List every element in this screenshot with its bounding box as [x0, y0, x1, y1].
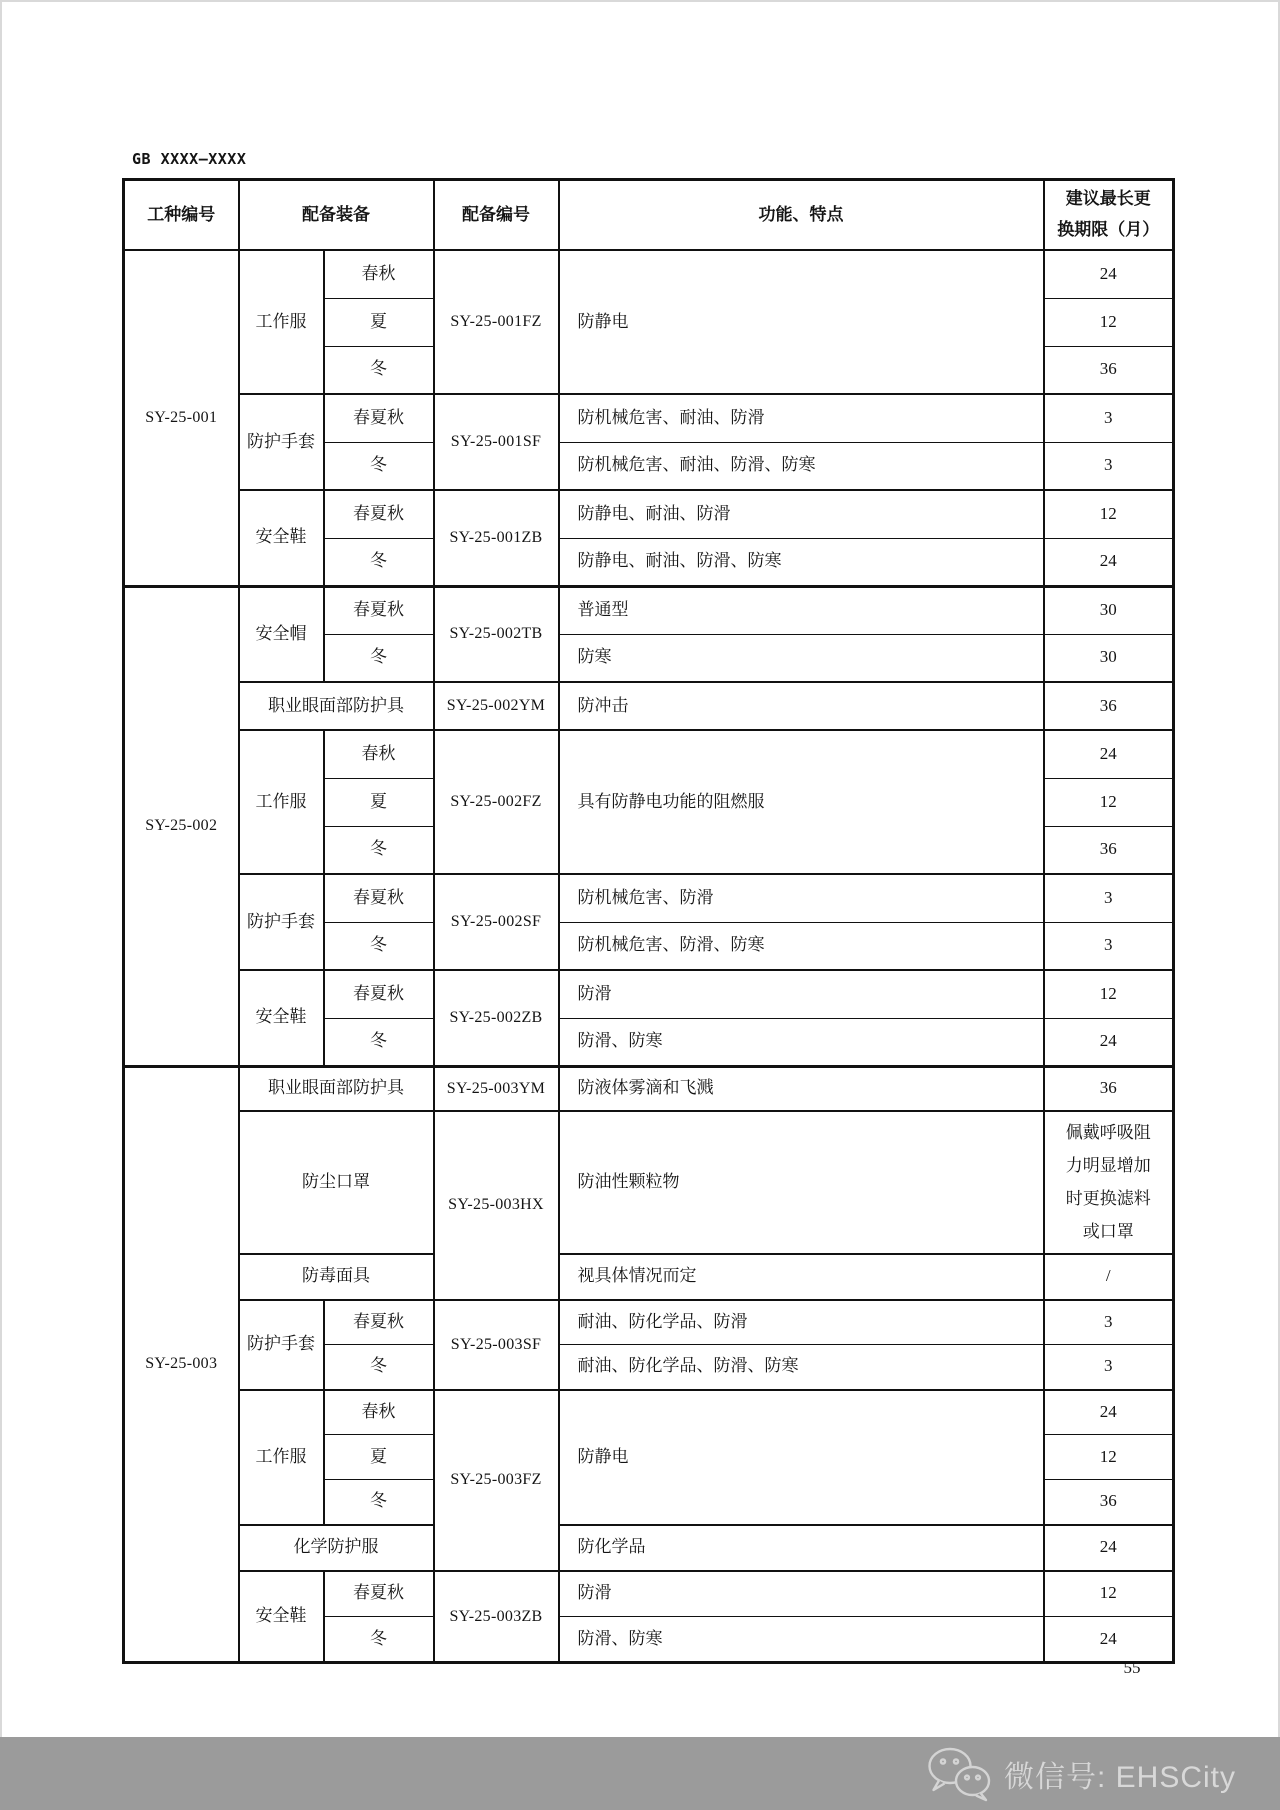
- cell-equip-code: SY-25-002YM: [434, 682, 559, 730]
- table-row: [124, 394, 1174, 442]
- cell-features: 视具体情况而定: [559, 1254, 1044, 1300]
- table-row: [124, 586, 1174, 634]
- wechat-icon: [926, 1746, 992, 1802]
- cell-features: 防静电、耐油、防滑、防寒: [559, 538, 1044, 586]
- cell-equip-code: SY-25-001ZB: [434, 490, 559, 586]
- cell-features: 防机械危害、耐油、防滑、防寒: [559, 442, 1044, 490]
- cell-equip-code: SY-25-003HX: [434, 1111, 559, 1300]
- cell-job-code: SY-25-003: [124, 1066, 239, 1663]
- cell-equipment: 防尘口罩: [239, 1111, 434, 1254]
- cell-period: 3: [1044, 922, 1174, 970]
- table-row: [124, 1066, 1174, 1111]
- cell-equipment: 职业眼面部防护具: [239, 682, 434, 730]
- cell-features: 防冲击: [559, 682, 1044, 730]
- table-row: [124, 1254, 1174, 1300]
- cell-features: 防静电、耐油、防滑: [559, 490, 1044, 538]
- cell-job-code: SY-25-001: [124, 250, 239, 586]
- cell-features: 耐油、防化学品、防滑: [559, 1300, 1044, 1345]
- cell-season: 春夏秋: [324, 394, 434, 442]
- cell-period: 12: [1044, 1435, 1174, 1480]
- cell-equip-code: SY-25-002TB: [434, 586, 559, 682]
- cell-features: 防滑: [559, 970, 1044, 1018]
- cell-season: 夏: [324, 298, 434, 346]
- cell-season: 春秋: [324, 730, 434, 778]
- cell-equip-code: SY-25-003SF: [434, 1300, 559, 1390]
- cell-period: 3: [1044, 394, 1174, 442]
- cell-period: 12: [1044, 490, 1174, 538]
- cell-season: 春秋: [324, 1390, 434, 1435]
- cell-period: 24: [1044, 1525, 1174, 1571]
- table-row: [124, 490, 1174, 538]
- cell-season: 冬: [324, 1345, 434, 1390]
- cell-period: 24: [1044, 1018, 1174, 1066]
- cell-features: 防滑、防寒: [559, 1018, 1044, 1066]
- cell-season: 冬: [324, 1480, 434, 1525]
- cell-features: 防静电: [559, 1390, 1044, 1525]
- header-features: 功能、特点: [559, 180, 1044, 251]
- cell-equipment: 工作服: [239, 730, 324, 874]
- cell-period: 3: [1044, 1345, 1174, 1390]
- cell-period: 24: [1044, 250, 1174, 298]
- cell-features: 防滑、防寒: [559, 1617, 1044, 1663]
- cell-equip-code: SY-25-002ZB: [434, 970, 559, 1066]
- cell-period: 30: [1044, 634, 1174, 682]
- cell-season: 冬: [324, 634, 434, 682]
- table-row: [124, 682, 1174, 730]
- cell-job-code: SY-25-002: [124, 586, 239, 1066]
- cell-features: 防油性颗粒物: [559, 1111, 1044, 1254]
- page-number: 55: [1123, 1658, 1141, 1677]
- cell-period: 30: [1044, 586, 1174, 634]
- cell-features: 具有防静电功能的阻燃服: [559, 730, 1044, 874]
- cell-features: 普通型: [559, 586, 1044, 634]
- cell-period: 3: [1044, 1300, 1174, 1345]
- cell-period: 36: [1044, 1480, 1174, 1525]
- cell-season: 春秋: [324, 250, 434, 298]
- cell-season: 春夏秋: [324, 586, 434, 634]
- cell-period: 12: [1044, 778, 1174, 826]
- table-row: [124, 1525, 1174, 1571]
- cell-period: 36: [1044, 346, 1174, 394]
- cell-equipment: 防护手套: [239, 874, 324, 970]
- cell-equip-code: SY-25-001SF: [434, 394, 559, 490]
- footer-watermark-bar: [0, 1737, 1280, 1810]
- cell-season: 冬: [324, 1617, 434, 1663]
- cell-period: 12: [1044, 1571, 1174, 1617]
- ppe-spec-table: [122, 178, 1175, 1664]
- header-equip-code: 配备编号: [434, 180, 559, 251]
- cell-equipment: 职业眼面部防护具: [239, 1066, 434, 1111]
- cell-equipment: 安全帽: [239, 586, 324, 682]
- cell-period: 36: [1044, 826, 1174, 874]
- cell-period: 24: [1044, 1390, 1174, 1435]
- cell-period: /: [1044, 1254, 1174, 1300]
- cell-period: 3: [1044, 874, 1174, 922]
- cell-equipment: 化学防护服: [239, 1525, 434, 1571]
- cell-equip-code: SY-25-001FZ: [434, 250, 559, 394]
- cell-equipment: 安全鞋: [239, 1571, 324, 1663]
- cell-equip-code: SY-25-002FZ: [434, 730, 559, 874]
- cell-period: 24: [1044, 730, 1174, 778]
- cell-season: 春夏秋: [324, 1300, 434, 1345]
- cell-equipment: 防毒面具: [239, 1254, 434, 1300]
- table-row: [124, 730, 1174, 778]
- cell-period: 36: [1044, 682, 1174, 730]
- cell-equip-code: SY-25-002SF: [434, 874, 559, 970]
- header-period: [1044, 180, 1174, 251]
- cell-features: 防化学品: [559, 1525, 1044, 1571]
- cell-season: 春夏秋: [324, 1571, 434, 1617]
- standard-code: GB XXXX—XXXX: [132, 150, 247, 168]
- cell-equipment: 防护手套: [239, 394, 324, 490]
- cell-period: 12: [1044, 298, 1174, 346]
- cell-season: 冬: [324, 538, 434, 586]
- cell-equipment: 防护手套: [239, 1300, 324, 1390]
- cell-period: 3: [1044, 442, 1174, 490]
- header-equipment: 配备装备: [239, 180, 434, 251]
- cell-features: 防机械危害、防滑、防寒: [559, 922, 1044, 970]
- cell-period: 24: [1044, 1617, 1174, 1663]
- cell-features: 防机械危害、防滑: [559, 874, 1044, 922]
- table-row: [124, 250, 1174, 298]
- wechat-id-label: 微信号: EHSCity: [1003, 1760, 1236, 1794]
- cell-period: 12: [1044, 970, 1174, 1018]
- table-row: [124, 970, 1174, 1018]
- cell-equip-code: SY-25-003FZ: [434, 1390, 559, 1571]
- cell-season: 春夏秋: [324, 970, 434, 1018]
- cell-season: 夏: [324, 1435, 434, 1480]
- cell-equipment: 工作服: [239, 1390, 324, 1525]
- cell-season: 冬: [324, 442, 434, 490]
- cell-features: 防寒: [559, 634, 1044, 682]
- cell-features: 防滑: [559, 1571, 1044, 1617]
- cell-equipment: 工作服: [239, 250, 324, 394]
- cell-features: 防静电: [559, 250, 1044, 394]
- cell-season: 冬: [324, 346, 434, 394]
- cell-season: 冬: [324, 922, 434, 970]
- cell-season: 冬: [324, 826, 434, 874]
- header-period-line2: 换期限（月）: [1057, 220, 1160, 239]
- cell-equip-code: SY-25-003YM: [434, 1066, 559, 1111]
- cell-features: 防机械危害、耐油、防滑: [559, 394, 1044, 442]
- cell-equipment: 安全鞋: [239, 490, 324, 586]
- table-row: [124, 1390, 1174, 1435]
- cell-equip-code: SY-25-003ZB: [434, 1571, 559, 1663]
- cell-period: 24: [1044, 538, 1174, 586]
- cell-equipment: 安全鞋: [239, 970, 324, 1066]
- cell-season: 春夏秋: [324, 874, 434, 922]
- header-job-code: 工种编号: [124, 180, 239, 251]
- table-row: [124, 874, 1174, 922]
- table-row: [124, 1111, 1174, 1254]
- table-header-row: [124, 180, 1174, 251]
- table-row: [124, 1300, 1174, 1345]
- cell-period: 佩戴呼吸阻力明显增加时更换滤料或口罩: [1044, 1111, 1174, 1254]
- cell-season: 冬: [324, 1018, 434, 1066]
- cell-season: 春夏秋: [324, 490, 434, 538]
- header-period-line1: 建议最长更: [1065, 189, 1151, 209]
- cell-features: 耐油、防化学品、防滑、防寒: [559, 1345, 1044, 1390]
- table-row: [124, 1571, 1174, 1617]
- cell-features: 防液体雾滴和飞溅: [559, 1066, 1044, 1111]
- cell-period: 36: [1044, 1066, 1174, 1111]
- cell-season: 夏: [324, 778, 434, 826]
